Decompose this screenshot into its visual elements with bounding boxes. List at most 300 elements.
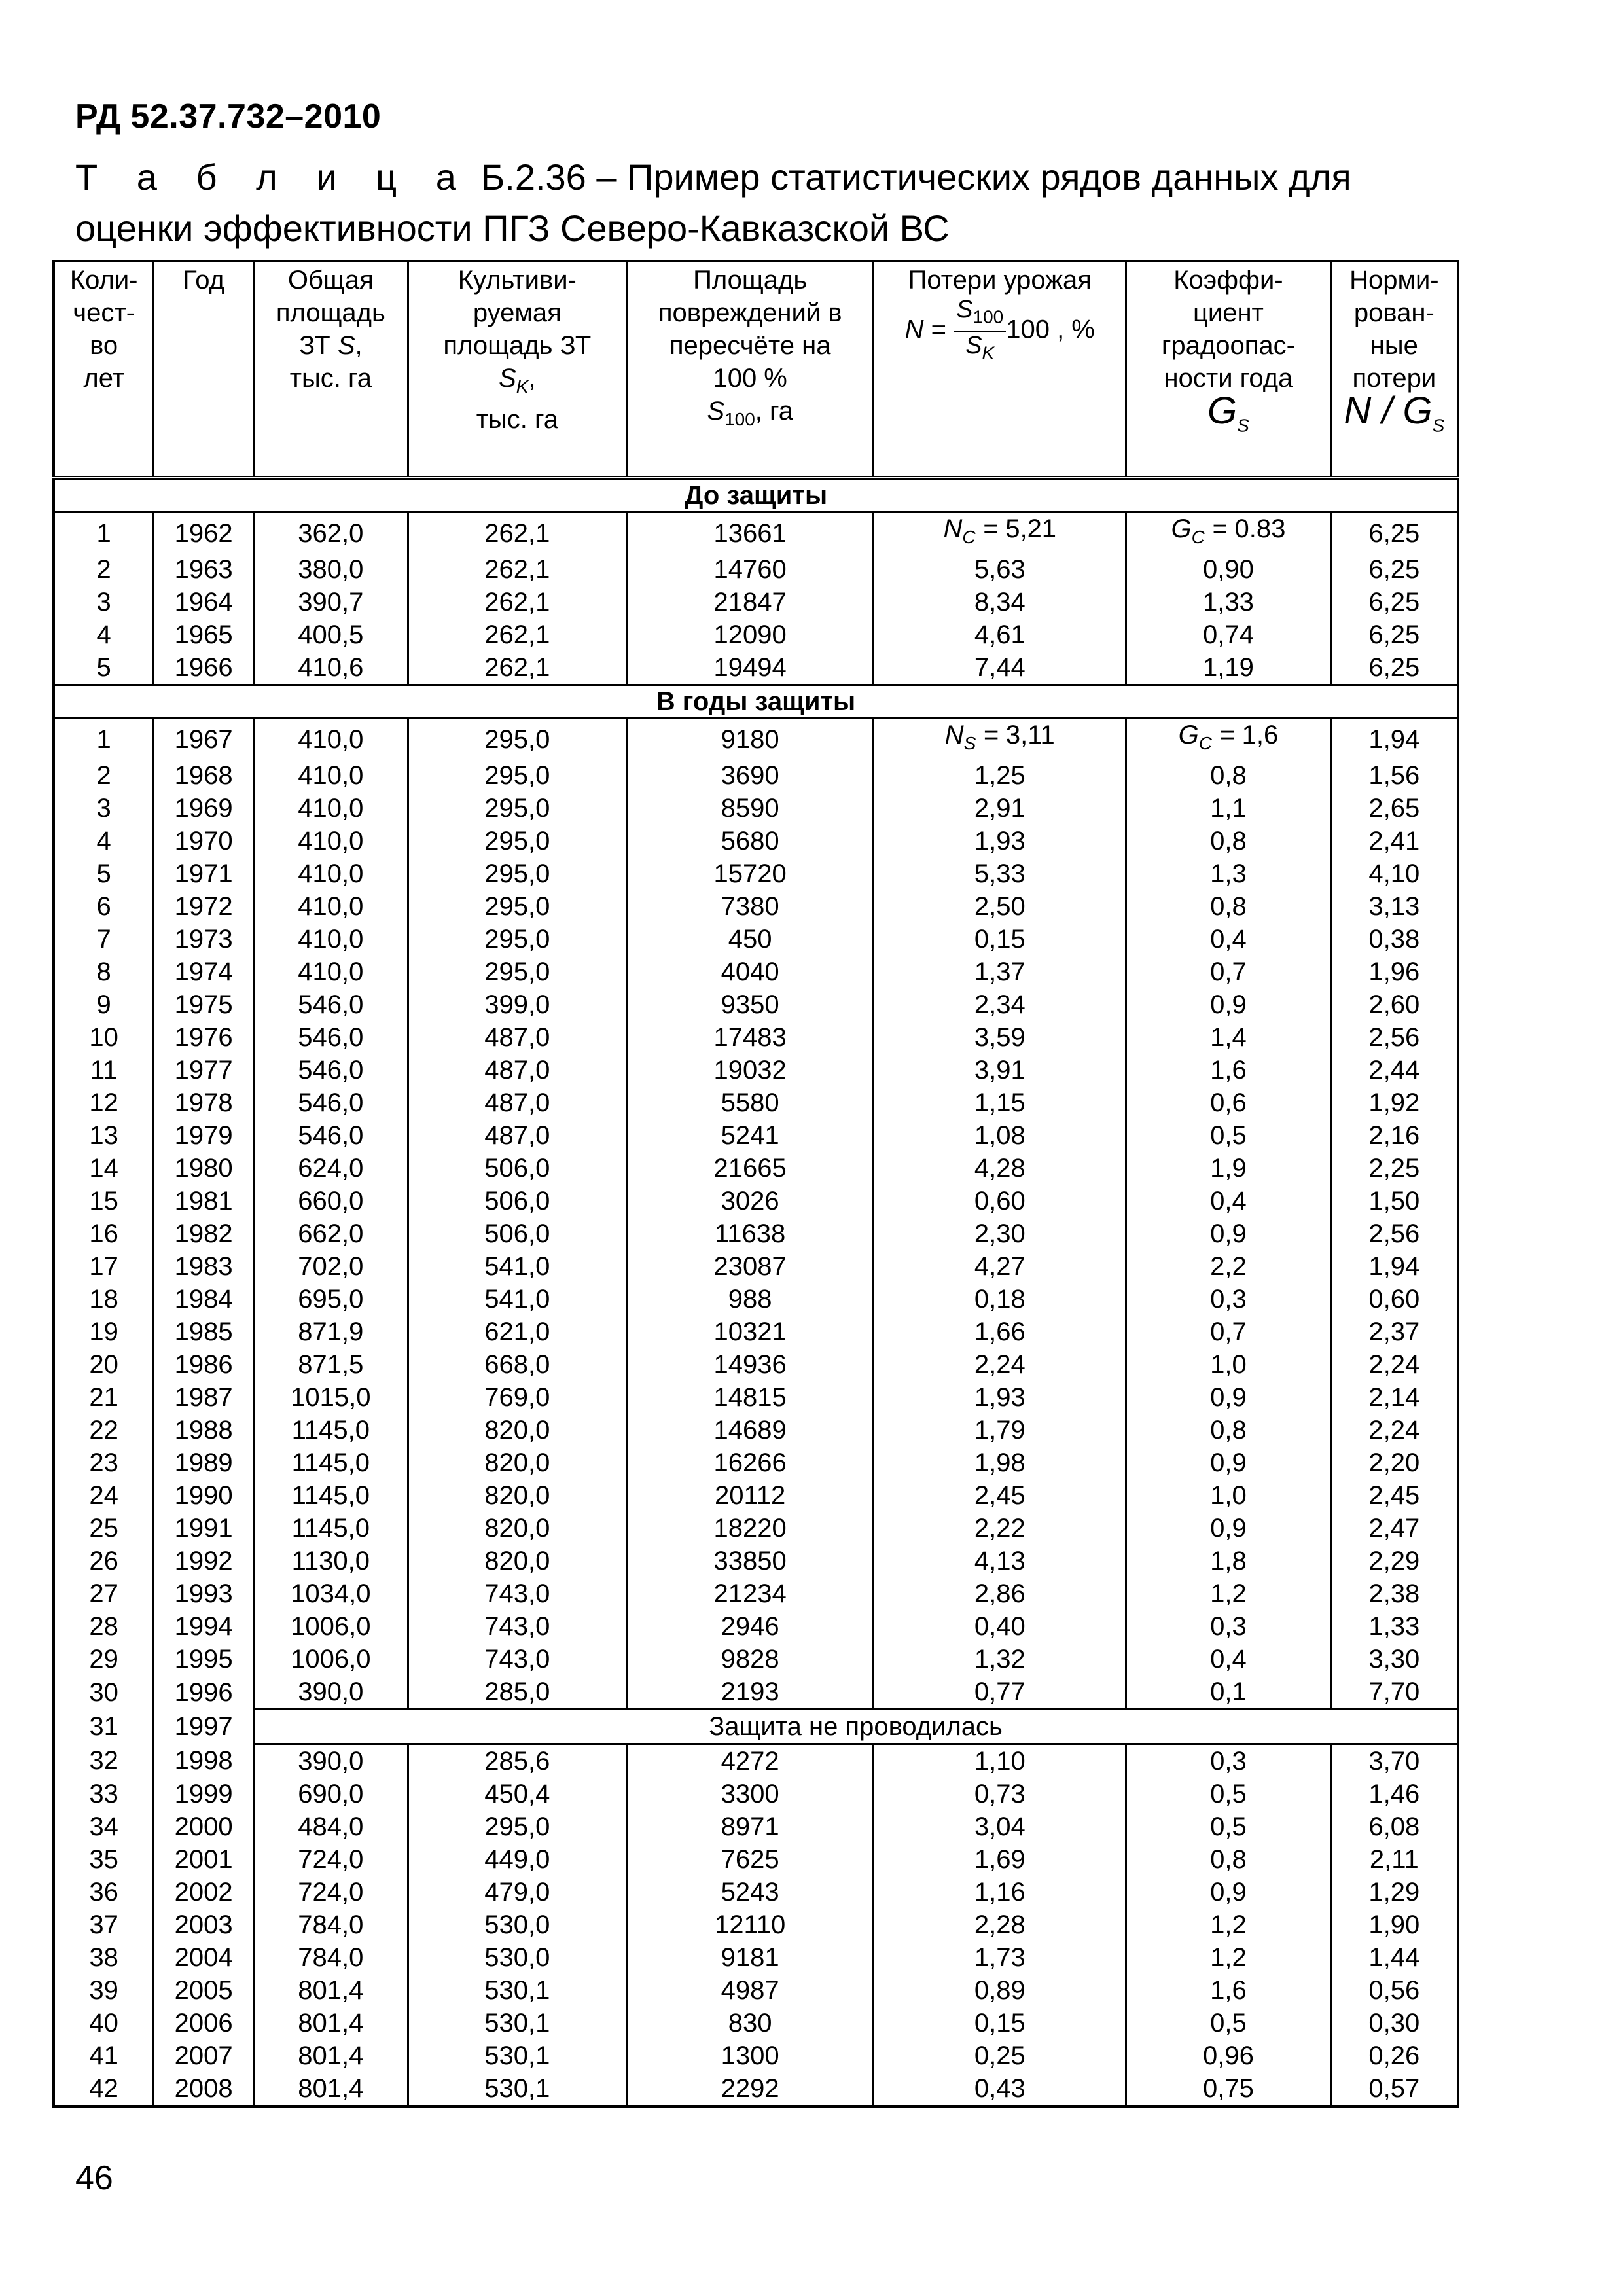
cell-value: 410,0 <box>298 859 364 888</box>
cell-col7 <box>1126 1086 1331 1119</box>
cell-col1 <box>54 1676 154 1710</box>
cell-col2 <box>154 1974 254 2007</box>
cell-col7 <box>1126 1744 1331 1778</box>
cell-col6 <box>874 1577 1126 1610</box>
cell-value: 33850 <box>713 1547 787 1575</box>
cell-col4 <box>408 651 626 685</box>
cell-col6 <box>874 2039 1126 2072</box>
table-row <box>54 1119 1458 1152</box>
cell-col5 <box>626 1577 873 1610</box>
cell-col1 <box>54 2039 154 2072</box>
table-row <box>54 1086 1458 1119</box>
cell-value: 0,75 <box>1202 2074 1254 2103</box>
cell-value: 42 <box>89 2074 118 2103</box>
cell-col1 <box>54 825 154 857</box>
cell-value: 10321 <box>713 1318 787 1346</box>
cell-value: 1,2 <box>1210 1943 1247 1972</box>
cell-value: 24 <box>89 1481 118 1510</box>
cell-col7 <box>1126 825 1331 857</box>
cell-value: 3,59 <box>974 1023 1026 1052</box>
cell-value: 1145,0 <box>291 1448 370 1477</box>
cell-col5 <box>626 890 873 923</box>
cell-col2 <box>154 1086 254 1119</box>
cell-col1 <box>54 1316 154 1348</box>
cell-value: 33 <box>89 1780 118 1808</box>
cell-value: 506,0 <box>484 1187 550 1215</box>
cell-col6 <box>874 553 1126 586</box>
cell-col3 <box>253 923 408 956</box>
cell-col4 <box>408 1348 626 1381</box>
cell-col8 <box>1330 1876 1458 1909</box>
cell-value: 21847 <box>713 588 787 617</box>
cell-value: 0,60 <box>1368 1285 1420 1314</box>
cell-col7 <box>1126 1941 1331 1974</box>
cell-value: 16266 <box>713 1448 787 1477</box>
cell-value: 262,1 <box>484 518 550 548</box>
cell-col8 <box>1330 2072 1458 2106</box>
cell-col6 <box>874 1414 1126 1446</box>
cell-value: 39 <box>89 1976 118 2005</box>
cell-value: 2,38 <box>1368 1579 1420 1608</box>
cell-col2 <box>154 1152 254 1185</box>
cell-col1 <box>54 1610 154 1643</box>
cell-value: 2002 <box>174 1878 233 1907</box>
cell-col5 <box>626 1744 873 1778</box>
cell-value: 2,2 <box>1210 1252 1247 1281</box>
cell-value: 5580 <box>721 1088 779 1117</box>
cell-col6 <box>874 1610 1126 1643</box>
cell-value: 6 <box>96 892 111 921</box>
cell-value: 1979 <box>174 1121 233 1150</box>
table-row <box>54 1643 1458 1676</box>
cell-value: 28 <box>89 1612 118 1641</box>
cell-value: 1,73 <box>974 1943 1026 1972</box>
cell-value: 21 <box>89 1383 118 1412</box>
cell-col8 <box>1330 1909 1458 1941</box>
cell-value: 784,0 <box>298 1910 364 1939</box>
cell-col3 <box>253 586 408 619</box>
cell-col2 <box>154 1744 254 1778</box>
cell-value: 8 <box>96 958 111 986</box>
cell-value: 1130,0 <box>291 1547 370 1575</box>
cell-value: 25 <box>89 1514 118 1543</box>
cell-col7 <box>1126 1381 1331 1414</box>
cell-value: 621,0 <box>484 1318 550 1346</box>
table-row <box>54 1676 1458 1710</box>
cell-value: 0,89 <box>974 1976 1026 2005</box>
cell-col1 <box>54 1643 154 1676</box>
cell-col4 <box>408 956 626 988</box>
cell-col5 <box>626 1643 873 1676</box>
cell-value: 0,56 <box>1368 1976 1420 2005</box>
cell-value: 7380 <box>721 892 779 921</box>
cell-col3 <box>253 1119 408 1152</box>
cell-value: 1998 <box>174 1746 233 1776</box>
cell-col4 <box>408 1676 626 1710</box>
cell-col6 <box>874 1843 1126 1876</box>
cell-col5 <box>626 1348 873 1381</box>
cell-value: 410,0 <box>298 925 364 954</box>
cell-value: 6,25 <box>1368 620 1420 649</box>
cell-value: 0,90 <box>1202 555 1254 584</box>
cell-value: 4987 <box>721 1976 779 2005</box>
cell-col5 <box>626 1545 873 1577</box>
cell-value: 2000 <box>174 1812 233 1841</box>
cell-col8 <box>1330 1250 1458 1283</box>
cell-col1 <box>54 719 154 760</box>
table-row <box>54 1876 1458 1909</box>
cell-col3 <box>253 1643 408 1676</box>
cell-value: 1,69 <box>974 1845 1026 1874</box>
cell-value: 3,11 <box>1005 721 1055 749</box>
cell-value: 0,7 <box>1210 958 1247 986</box>
cell-value: 410,6 <box>298 653 364 682</box>
cell-value: 13 <box>89 1121 118 1150</box>
cell-col7 <box>1126 1283 1331 1316</box>
cell-value: 295,0 <box>484 958 550 986</box>
cell-col3 <box>253 1744 408 1778</box>
cell-value: 399,0 <box>484 990 550 1019</box>
cell-col4 <box>408 923 626 956</box>
cell-value: 1963 <box>174 555 233 584</box>
cell-value: 0,3 <box>1210 1747 1247 1776</box>
cell-value: 1,56 <box>1368 761 1420 790</box>
cell-col4 <box>408 2072 626 2106</box>
cell-col2 <box>154 2072 254 2106</box>
cell-col8 <box>1330 586 1458 619</box>
cell-value: 1,96 <box>1368 958 1420 986</box>
cell-value: 4 <box>96 827 111 855</box>
cell-col1 <box>54 1021 154 1054</box>
cell-col8 <box>1330 619 1458 651</box>
cell-value: 410,0 <box>298 761 364 790</box>
cell-value: 6,25 <box>1368 653 1420 682</box>
cell-col8 <box>1330 1152 1458 1185</box>
cell-col5 <box>626 2039 873 2072</box>
cell-col1 <box>54 1810 154 1843</box>
cell-value: 15720 <box>713 859 787 888</box>
cell-value: 5 <box>96 653 111 682</box>
cell-value: 6,25 <box>1368 555 1420 584</box>
cell-prefix: $G_C$ = <box>1171 514 1235 547</box>
cell-value: 530,1 <box>484 2009 550 2037</box>
cell-col3 <box>253 619 408 651</box>
cell-col3 <box>253 988 408 1021</box>
cell-value: 546,0 <box>298 1121 364 1150</box>
cell-col4 <box>408 1446 626 1479</box>
cell-col8 <box>1330 1577 1458 1610</box>
cell-col4 <box>408 1217 626 1250</box>
cell-value: 1,10 <box>974 1747 1026 1776</box>
cell-col5 <box>626 1021 873 1054</box>
cell-value: 18220 <box>713 1514 787 1543</box>
cell-col8 <box>1330 890 1458 923</box>
cell-value: 0,15 <box>974 925 1026 954</box>
cell-col2 <box>154 890 254 923</box>
cell-col1 <box>54 512 154 554</box>
cell-col5 <box>626 1250 873 1283</box>
cell-value: 479,0 <box>484 1878 550 1907</box>
cell-value: 1971 <box>174 859 233 888</box>
cell-col1 <box>54 1446 154 1479</box>
cell-value: 1,90 <box>1368 1910 1420 1939</box>
cell-prefix: $N_C$ = <box>943 514 1006 547</box>
cell-col8 <box>1330 759 1458 792</box>
cell-value: 3026 <box>721 1187 779 1215</box>
cell-col7 <box>1126 1185 1331 1217</box>
cell-col4 <box>408 586 626 619</box>
cell-value: 1981 <box>174 1187 233 1215</box>
cell-value: 0,8 <box>1210 827 1247 855</box>
cell-col2 <box>154 1610 254 1643</box>
cell-value: 4,27 <box>974 1252 1026 1281</box>
cell-col8 <box>1330 1414 1458 1446</box>
cell-col4 <box>408 512 626 554</box>
table-row <box>54 512 1458 554</box>
cell-value: 2,11 <box>1369 1845 1419 1874</box>
cell-value: 4,61 <box>974 620 1026 649</box>
cell-value: 0,5 <box>1210 1812 1247 1841</box>
cell-value: 21665 <box>713 1154 787 1183</box>
cell-value: 1034,0 <box>291 1579 371 1608</box>
cell-col4 <box>408 1876 626 1909</box>
cell-col6 <box>874 1119 1126 1152</box>
cell-value: 2292 <box>721 2074 779 2103</box>
cell-col3 <box>253 1152 408 1185</box>
cell-value: 2,47 <box>1368 1514 1420 1543</box>
header-hail-coefficient: Коэффи- циент градоопас- ности года $G_S$ <box>1126 261 1331 478</box>
cell-col6 <box>874 1974 1126 2007</box>
cell-col3 <box>253 719 408 760</box>
cell-col8 <box>1330 1021 1458 1054</box>
cell-value: 0,3 <box>1210 1612 1247 1641</box>
cell-value: 3 <box>96 588 111 617</box>
cell-value: 2,14 <box>1368 1383 1420 1412</box>
cell-value: 295,0 <box>484 859 550 888</box>
cell-value: 0,8 <box>1210 761 1247 790</box>
loss-formula: $\frac{S_{100}}{S_K}$ <box>954 296 1006 366</box>
header-cultivated-area: Культиви- руемая площадь ЗТ $S_K$, тыс. га <box>408 261 626 478</box>
table-row <box>54 1974 1458 2007</box>
cell-col3 <box>253 759 408 792</box>
cell-col3 <box>253 553 408 586</box>
cell-col1 <box>54 1185 154 1217</box>
cell-value: 1980 <box>174 1154 233 1183</box>
cell-col6 <box>874 1217 1126 1250</box>
cell-value: 2,28 <box>974 1910 1026 1939</box>
cell-col6 <box>874 759 1126 792</box>
cell-value: 1992 <box>174 1547 233 1575</box>
cell-value: 702,0 <box>298 1252 364 1281</box>
cell-col4 <box>408 792 626 825</box>
cell-value: 1975 <box>174 990 233 1019</box>
table-row <box>54 792 1458 825</box>
cell-col4 <box>408 759 626 792</box>
section-before-protection <box>54 478 1458 512</box>
cell-col6 <box>874 1744 1126 1778</box>
cell-value: 1993 <box>174 1579 233 1608</box>
cell-value: 2 <box>96 555 111 584</box>
cell-col7 <box>1126 1021 1331 1054</box>
cell-value: 4,10 <box>1368 859 1420 888</box>
cell-value: 0,6 <box>1210 1088 1247 1117</box>
cell-col6 <box>874 1021 1126 1054</box>
cell-value: 1,25 <box>974 761 1026 790</box>
cell-col6 <box>874 1381 1126 1414</box>
cell-value: 871,5 <box>298 1350 364 1379</box>
cell-col5 <box>626 1479 873 1512</box>
cell-col4 <box>408 1021 626 1054</box>
cell-value: 14 <box>89 1154 118 1183</box>
cell-col3 <box>253 1512 408 1545</box>
cell-value: 1,94 <box>1368 725 1420 754</box>
cell-col7 <box>1126 1152 1331 1185</box>
cell-col5 <box>626 1676 873 1710</box>
table-row <box>54 825 1458 857</box>
cell-col1 <box>54 1577 154 1610</box>
cell-prefix: $N_S$ = <box>944 721 1006 753</box>
cell-col4 <box>408 1283 626 1316</box>
cell-col1 <box>54 1512 154 1545</box>
cell-col1 <box>54 1381 154 1414</box>
table-row <box>54 553 1458 586</box>
table-row <box>54 1283 1458 1316</box>
cell-value: 1 <box>96 725 111 754</box>
table-row <box>54 1250 1458 1283</box>
cell-col7 <box>1126 1577 1331 1610</box>
cell-value: 1,9 <box>1210 1154 1247 1183</box>
cell-value: 1,98 <box>974 1448 1026 1477</box>
cell-col5 <box>626 1414 873 1446</box>
cell-col1 <box>54 988 154 1021</box>
cell-col4 <box>408 825 626 857</box>
cell-col6 <box>874 512 1126 554</box>
cell-value: 2,29 <box>1368 1547 1420 1575</box>
cell-col3 <box>253 1316 408 1348</box>
cell-value: 801,4 <box>298 1976 364 2005</box>
cell-value: 1,79 <box>974 1416 1026 1444</box>
cell-col6 <box>874 1348 1126 1381</box>
cell-col4 <box>408 988 626 1021</box>
header-row <box>54 261 1458 478</box>
header-normalized-loss: Норми- рован- ные потери N / $G_S$ <box>1330 261 1458 478</box>
caption-label: Т а б л и ц а <box>75 156 471 198</box>
cell-value: 2,44 <box>1368 1056 1420 1085</box>
cell-value: 4272 <box>721 1747 779 1776</box>
cell-col7 <box>1126 1054 1331 1086</box>
cell-col1 <box>54 619 154 651</box>
cell-col1 <box>54 1479 154 1512</box>
cell-value: 0,9 <box>1210 1878 1247 1907</box>
cell-col5 <box>626 1941 873 1974</box>
table-row <box>54 1152 1458 1185</box>
cell-col6 <box>874 1676 1126 1710</box>
cell-col2 <box>154 1545 254 1577</box>
cell-value: 1977 <box>174 1056 233 1085</box>
cell-col1 <box>54 1778 154 1810</box>
cell-col7 <box>1126 1479 1331 1512</box>
cell-value: 695,0 <box>298 1285 364 1314</box>
cell-value: 1,16 <box>974 1878 1026 1907</box>
cell-col6 <box>874 651 1126 685</box>
cell-col4 <box>408 1152 626 1185</box>
cell-value: 1,66 <box>974 1318 1026 1346</box>
cell-col8 <box>1330 1119 1458 1152</box>
cell-value: 10 <box>89 1023 118 1052</box>
table-row <box>54 1446 1458 1479</box>
cell-col3 <box>253 512 408 554</box>
cell-col3 <box>253 1778 408 1810</box>
cell-value: 3,30 <box>1368 1645 1420 1674</box>
cell-col7 <box>1126 956 1331 988</box>
cell-value: 19032 <box>713 1056 787 1085</box>
cell-value: 2,22 <box>974 1514 1026 1543</box>
cell-value: 1006,0 <box>291 1645 371 1674</box>
cell-col1 <box>54 1843 154 1876</box>
cell-value: 14689 <box>713 1416 787 1444</box>
cell-value: 0,73 <box>974 1780 1026 1808</box>
cell-value: 410,0 <box>298 958 364 986</box>
cell-col3 <box>253 1810 408 1843</box>
cell-value: 487,0 <box>484 1023 550 1052</box>
cell-col4 <box>408 553 626 586</box>
cell-col1 <box>54 923 154 956</box>
table-row <box>54 2007 1458 2039</box>
cell-col8 <box>1330 512 1458 554</box>
cell-col1 <box>54 1744 154 1778</box>
header-total-area: Общая площадь ЗТ S, тыс. га <box>253 261 408 478</box>
cell-col6 <box>874 1152 1126 1185</box>
cell-value: 1,29 <box>1368 1878 1420 1907</box>
cell-col4 <box>408 1414 626 1446</box>
cell-value: 0,38 <box>1368 925 1420 954</box>
table-row <box>54 1810 1458 1843</box>
cell-col6 <box>874 1446 1126 1479</box>
cell-value: 2007 <box>174 2041 233 2070</box>
cell-col2 <box>154 1119 254 1152</box>
cell-col8 <box>1330 2039 1458 2072</box>
cell-value: 2,45 <box>974 1481 1026 1510</box>
cell-value: 0,43 <box>974 2074 1026 2103</box>
cell-value: 1,6 <box>1210 1976 1247 2005</box>
cell-col1 <box>54 651 154 685</box>
cell-value: 2004 <box>174 1943 233 1972</box>
cell-col5 <box>626 1119 873 1152</box>
cell-value: 295,0 <box>484 892 550 921</box>
cell-value: 9828 <box>721 1645 779 1674</box>
table-row <box>54 1217 1458 1250</box>
cell-value: 38 <box>89 1943 118 1972</box>
cell-value: 1,0 <box>1210 1350 1247 1379</box>
cell-value: 1964 <box>174 588 233 617</box>
cell-value: 1,08 <box>974 1121 1026 1150</box>
cell-value: 506,0 <box>484 1154 550 1183</box>
cell-value: 2,16 <box>1368 1121 1420 1150</box>
cell-col2 <box>154 2007 254 2039</box>
cell-value: 1006,0 <box>291 1612 371 1641</box>
cell-value: 2,56 <box>1368 1023 1420 1052</box>
table-body <box>54 478 1458 2106</box>
cell-value: 1,6 <box>1241 721 1279 749</box>
cell-col1 <box>54 792 154 825</box>
cell-col3 <box>253 1941 408 1974</box>
cell-value: 9350 <box>721 990 779 1019</box>
cell-value: 1015,0 <box>291 1383 371 1412</box>
cell-value: 450 <box>728 925 772 954</box>
cell-value: 27 <box>89 1579 118 1608</box>
header-crop-loss: Потери урожая N = $\frac{S_{100}}{S_K}100$ , % <box>874 261 1126 478</box>
cell-col5 <box>626 1086 873 1119</box>
